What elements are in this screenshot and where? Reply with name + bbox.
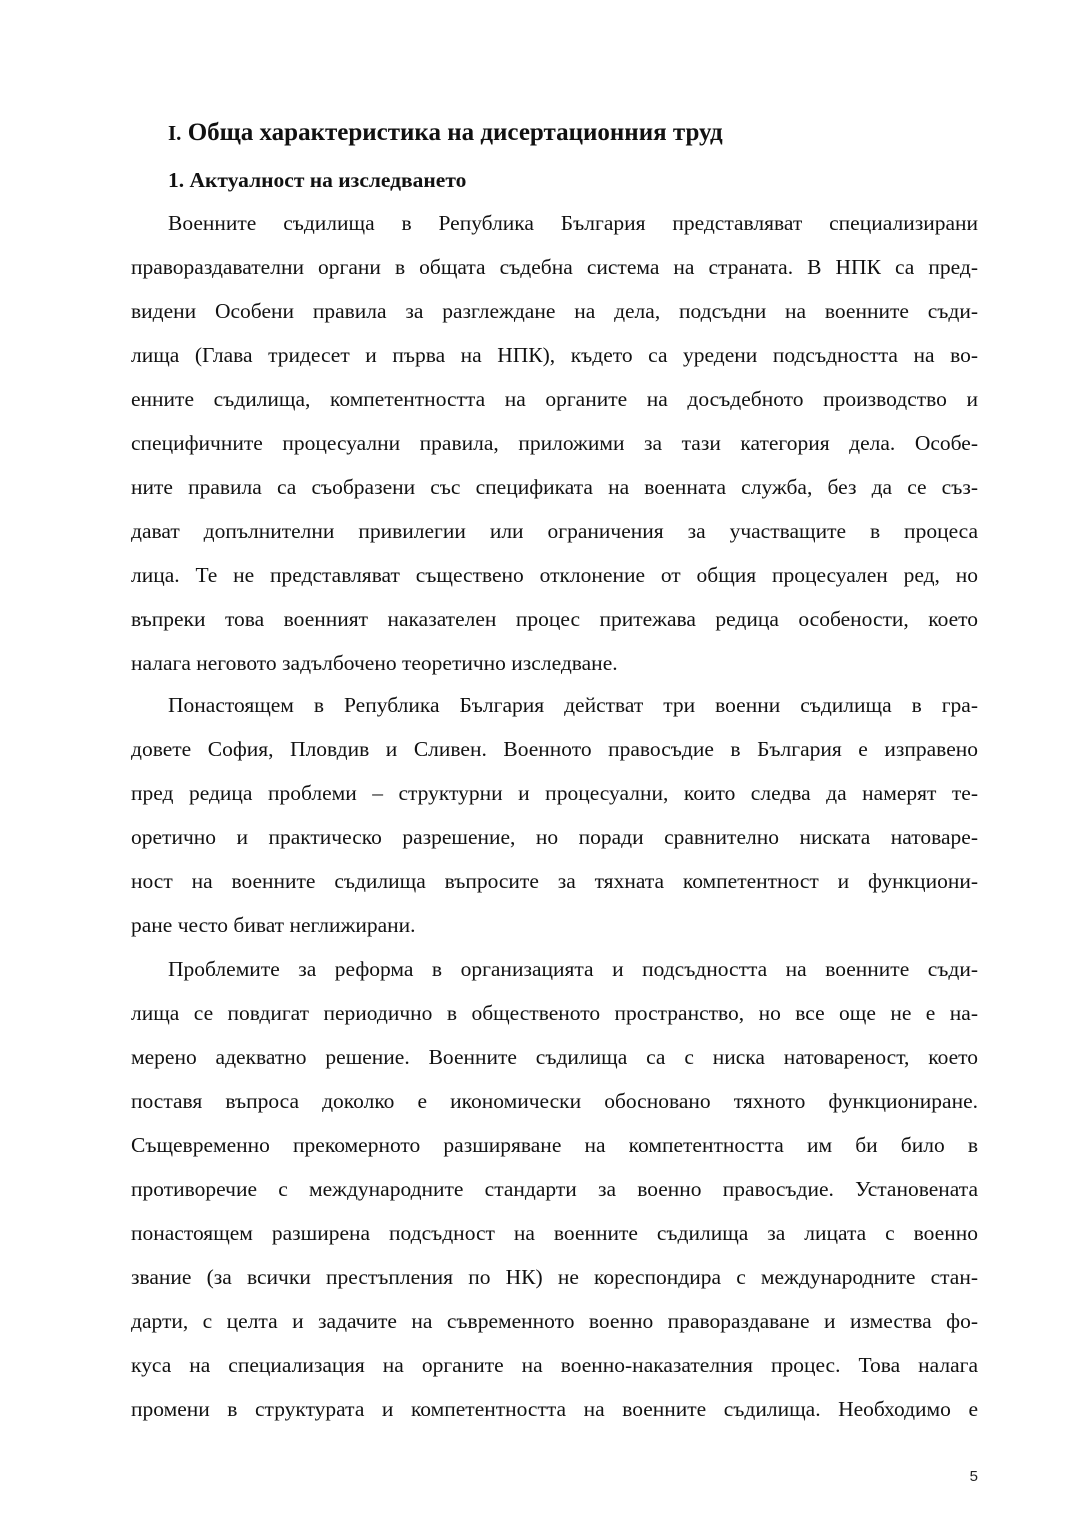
- text-line: пред редица проблеми – структурни и процесуални, които следва да намерят те-: [131, 781, 978, 805]
- text-line: промени в структурата и компетентността на военните съдилища. Необходимо е: [131, 1397, 978, 1421]
- section-heading: [168, 116, 723, 150]
- text-line: Проблемите за реформа в организацията и подсъдността на военните съди-: [168, 957, 978, 981]
- text-line: лища (Глава тридесет и първа на НПК), където са уредени подсъдността на во-: [131, 343, 978, 367]
- text-line: видени Особени правила за разглеждане на дела, подсъдни на военните съди-: [131, 299, 978, 323]
- subsection-heading: 1. Актуалност на изследването: [168, 168, 467, 192]
- text-line: въпреки това военният наказателен процес притежава редица особености, което: [131, 607, 978, 631]
- text-line: звание (за всички престъпления по НК) не кореспондира с международните стан-: [131, 1265, 978, 1289]
- section-number: I.: [168, 121, 182, 145]
- text-line: оретично и практическо разрешение, но поради сравнително ниската натоваре-: [131, 825, 978, 849]
- text-line: ране често биват неглижирани.: [131, 913, 416, 937]
- text-line: поставя въпроса доколко е икономически обосновано тяхното функциониране.: [131, 1089, 978, 1113]
- text-line: специфичните процесуални правила, приложими за тази категория дела. Особе-: [131, 431, 978, 455]
- text-line: Понастоящем в Република България действат три военни съдилища в гра-: [168, 693, 978, 717]
- text-line: Същевременно прекомерното разширяване на компетентността им би било в: [131, 1133, 978, 1157]
- text-line: лица. Те не представляват съществено отклонение от общия процесуален ред, но: [131, 563, 978, 587]
- text-line: лища се повдигат периодично в общественото пространство, но все още не е на-: [131, 1001, 978, 1025]
- text-line: ност на военните съдилища въпросите за тяхната компетентност и функциони-: [131, 869, 978, 893]
- text-line: дават допълнителни привилегии или ограничения за участващите в процеса: [131, 519, 978, 543]
- text-line: правораздавателни органи в общата съдебна система на страната. В НПК са пред-: [131, 255, 978, 279]
- text-line: дарти, с целта и задачите на съвременното военно правораздаване и измества фо-: [131, 1309, 978, 1333]
- text-line: ните правила са съобразени със спецификата на военната служба, без да се съз-: [131, 475, 978, 499]
- text-line: куса на специализация на органите на военно-наказателния процес. Това налага: [131, 1353, 978, 1377]
- page-number: 5: [969, 1468, 978, 1485]
- text-line: противоречие с международните стандарти за военно правосъдие. Установената: [131, 1177, 978, 1201]
- text-line: довете София, Пловдив и Сливен. Военното правосъдие в България е изправено: [131, 737, 978, 761]
- section-title: Обща характеристика на дисертационния труд: [181, 119, 723, 146]
- text-line: Военните съдилища в Република България представляват специализирани: [168, 211, 978, 235]
- text-line: енните съдилища, компетентността на органите на досъдебното производство и: [131, 387, 978, 411]
- text-line: понастоящем разширена подсъдност на военните съдилища за лицата с военно: [131, 1221, 978, 1245]
- text-line: налага неговото задълбочено теоретично изследване.: [131, 651, 618, 675]
- text-line: мерено адекватно решение. Военните съдилища са с ниска натовареност, което: [131, 1045, 978, 1069]
